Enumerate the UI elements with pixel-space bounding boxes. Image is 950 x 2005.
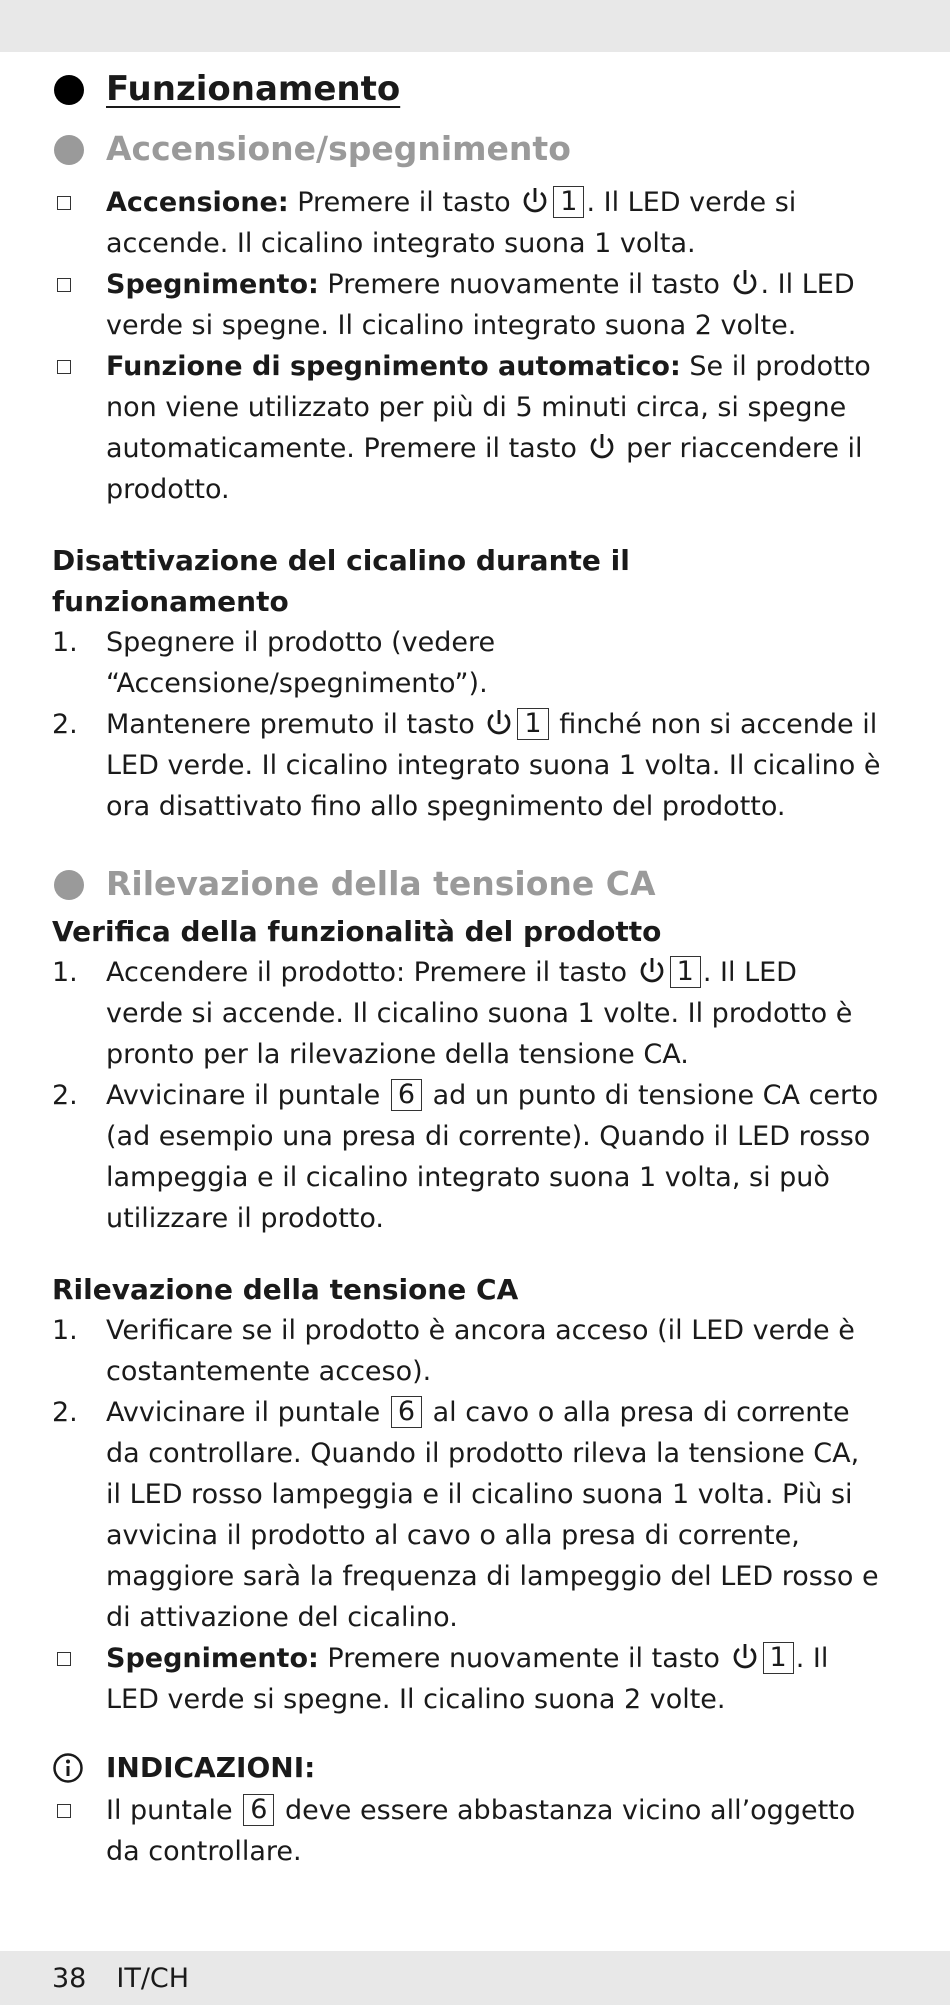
step-text: Spegnere il prodotto (vedere “Accensione/spegnimento”).	[106, 627, 496, 699]
item-text: Se il prodotto non viene utilizzato per più di 5 minuti circa, si spegne automaticamente. Premere il tasto	[106, 351, 871, 464]
square-bullet-icon	[57, 1804, 71, 1818]
manual-page-content	[52, 66, 882, 1872]
heading-ac-detection	[52, 1269, 882, 1310]
step-text-continued: . Il LED verde si accende. Il cicalino suona 1 volte. Il prodotto è pronto per la rilevazione della tensione CA.	[106, 957, 853, 1070]
list-item-power-off-2	[52, 1638, 882, 1720]
item-text-continued: per riaccendere il prodotto.	[106, 433, 863, 505]
step-text-continued: finché non si accende il LED verde. Il cicalino integrato suona 1 volta. Il cicalino è ora disattivato fino allo spegnimento del prodotto.	[106, 709, 881, 822]
step-number: 2.	[52, 709, 78, 740]
heading-buzzer-deactivation	[52, 540, 882, 622]
callout-box: 6	[243, 1794, 274, 1826]
step-text: Accendere il prodotto: Premere il tasto	[106, 957, 628, 988]
power-icon	[731, 268, 759, 298]
item-label: Accensione:	[106, 187, 289, 218]
heading-line: Disattivazione del cicalino durante il	[52, 544, 630, 577]
step-item	[52, 1310, 882, 1392]
step-text: Verificare se il prodotto è ancora acceso (il LED verde è costantemente acceso).	[106, 1315, 855, 1387]
power-icon	[731, 1642, 759, 1672]
notes-heading-text: INDICAZIONI:	[106, 1751, 316, 1784]
step-text-continued: ad un punto di tensione CA certo (ad esempio una presa di corrente). Quando il LED rosso lampeggia e il cicalino integrato suona 1 volta, si può utilizzare il prodotto.	[106, 1080, 879, 1234]
section-title-text: Funzionamento	[106, 69, 401, 109]
step-item	[52, 704, 882, 827]
step-item	[52, 622, 882, 704]
subsection-heading-detection	[52, 861, 882, 907]
step-text: Mantenere premuto il tasto	[106, 709, 475, 740]
step-text-continued: al cavo o alla presa di corrente da controllare. Quando il prodotto rileva la tensione CA, il LED rosso lampeggia e il cicalino suona 1 volta. Più si avvicina il prodotto al cavo o alla presa di corrente, maggiore sarà la frequenza di lampeggio del LED rosso e di attivazione del cicalino.	[106, 1397, 879, 1633]
subsection-heading-power	[52, 126, 882, 172]
list-item-power-on	[52, 182, 882, 264]
step-text: Avvicinare il puntale	[106, 1080, 381, 1111]
page-number: 38	[52, 1963, 87, 1994]
grey-dot-icon	[54, 135, 84, 165]
subsection-title-text: Accensione/spegnimento	[106, 129, 571, 168]
callout-box: 1	[763, 1642, 794, 1674]
power-icon	[588, 432, 616, 462]
square-bullet-icon	[57, 1652, 71, 1666]
power-icon	[521, 186, 549, 216]
item-label: Spegnimento:	[106, 269, 319, 300]
step-number: 1.	[52, 1315, 78, 1346]
notes-list-item	[52, 1790, 882, 1872]
square-bullet-icon	[57, 196, 71, 210]
heading-function-check	[52, 911, 882, 952]
item-text-continued: . Il LED verde si spegne. Il cicalino integrato suona 2 volte.	[106, 269, 855, 341]
item-label: Spegnimento:	[106, 1643, 319, 1674]
step-item	[52, 1392, 882, 1638]
callout-box: 6	[391, 1079, 422, 1111]
square-bullet-icon	[57, 360, 71, 374]
list-item-auto-off	[52, 346, 882, 510]
notes-heading	[52, 1746, 882, 1790]
callout-box: 6	[391, 1396, 422, 1428]
step-number: 2.	[52, 1397, 78, 1428]
item-text: Il puntale	[106, 1795, 233, 1826]
item-text-continued: deve essere abbastanza vicino all’oggetto da controllare.	[106, 1795, 856, 1867]
info-icon	[52, 1752, 84, 1784]
item-label: Funzione di spegnimento automatico:	[106, 351, 681, 382]
heading-line: funzionamento	[52, 585, 289, 618]
locale-label: IT/CH	[116, 1963, 190, 1994]
item-text: Premere nuovamente il tasto	[327, 1643, 720, 1674]
item-text: Premere nuovamente il tasto	[327, 269, 720, 300]
list-item-power-off	[52, 264, 882, 346]
top-margin-bar	[0, 0, 950, 52]
step-number: 2.	[52, 1080, 78, 1111]
step-number: 1.	[52, 957, 78, 988]
step-item	[52, 1075, 882, 1239]
callout-box: 1	[553, 186, 584, 218]
power-icon	[638, 956, 666, 986]
square-bullet-icon	[57, 278, 71, 292]
callout-box: 1	[517, 708, 548, 740]
heading-text: Rilevazione della tensione CA	[52, 1273, 519, 1306]
black-dot-icon	[54, 75, 84, 105]
subsection-title-text: Rilevazione della tensione CA	[106, 864, 656, 903]
item-text-continued: . Il LED verde si accende. Il cicalino integrato suona 1 volta.	[106, 187, 797, 259]
item-text: Premere il tasto	[297, 187, 511, 218]
section-heading-funzionamento	[52, 66, 882, 112]
callout-box: 1	[670, 956, 701, 988]
step-number: 1.	[52, 627, 78, 658]
power-icon	[485, 708, 513, 738]
item-text-continued: . Il LED verde si spegne. Il cicalino suona 2 volte.	[106, 1643, 829, 1715]
step-item	[52, 952, 882, 1075]
grey-dot-icon	[54, 870, 84, 900]
heading-text: Verifica della funzionalità del prodotto	[52, 915, 662, 948]
step-text: Avvicinare il puntale	[106, 1397, 381, 1428]
page-footer	[52, 1963, 219, 1994]
